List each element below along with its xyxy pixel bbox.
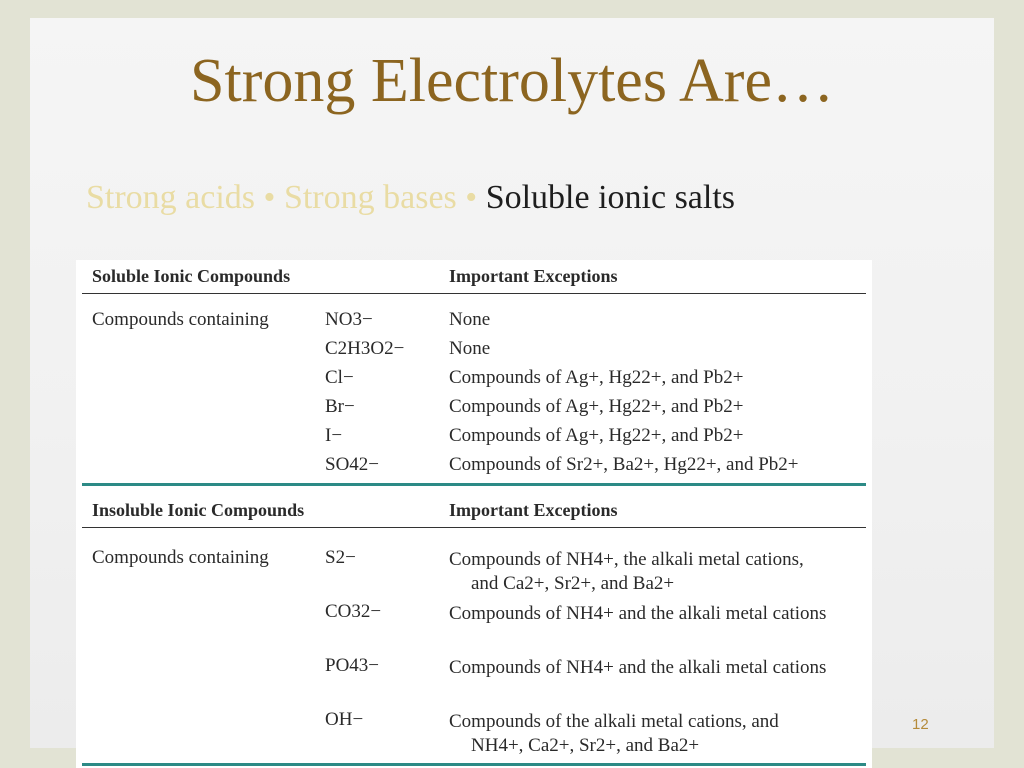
ion-cell: I−: [325, 425, 343, 446]
exception-cell: Compounds of Sr2+, Ba2+, Hg22+, and Pb2+: [449, 454, 799, 475]
exception-cell: Compounds of the alkali metal cations, and NH4+, Ca2+, Sr2+, and Ba2+: [449, 711, 779, 756]
exception-cell: Compounds of Ag+, Hg22+, and Pb2+: [449, 367, 744, 388]
slide-subtitle: [86, 181, 735, 215]
subtitle-item-soluble-ionic-salts: Soluble ionic salts: [485, 179, 736, 216]
exception-cell: Compounds of Ag+, Hg22+, and Pb2+: [449, 396, 744, 417]
ion-cell: SO42−: [325, 454, 380, 475]
section-divider: [82, 483, 866, 486]
ion-cell: C2H3O2−: [325, 338, 405, 359]
slide-border: [0, 0, 1024, 18]
soluble-row-label: Compounds containing: [92, 309, 269, 330]
exception-cell: None: [449, 309, 491, 330]
solubility-table: [76, 260, 872, 768]
ion-cell: Cl−: [325, 367, 354, 388]
soluble-header-right: Important Exceptions: [449, 266, 618, 286]
insoluble-row-label: Compounds containing: [92, 547, 269, 568]
insoluble-header-left: Insoluble Ionic Compounds: [92, 500, 305, 520]
subtitle-item-strong-acids: Strong acids: [86, 179, 256, 216]
exception-cell: Compounds of NH4+, the alkali metal cations, and Ca2+, Sr2+, and Ba2+: [449, 549, 804, 594]
table-bottom-rule: [82, 763, 866, 766]
ion-cell: S2−: [325, 547, 356, 568]
header-rule: [82, 527, 866, 528]
exception-cell: Compounds of NH4+ and the alkali metal cations: [449, 603, 827, 624]
ion-cell: NO3−: [325, 309, 373, 330]
ion-cell: Br−: [325, 396, 355, 417]
bullet: •: [263, 179, 276, 216]
header-rule: [82, 293, 866, 294]
ion-cell: CO32−: [325, 601, 382, 622]
exception-cell: Compounds of Ag+, Hg22+, and Pb2+: [449, 425, 744, 446]
page-number: 12: [912, 716, 929, 733]
bullet: •: [465, 179, 478, 216]
slide-title: Strong Electrolytes Are…: [190, 47, 834, 115]
ion-cell: OH−: [325, 709, 364, 730]
exception-cell: None: [449, 338, 491, 359]
insoluble-header-right: Important Exceptions: [449, 500, 618, 520]
soluble-header-left: Soluble Ionic Compounds: [92, 266, 291, 286]
subtitle-item-strong-bases: Strong bases: [283, 179, 457, 216]
exception-cell: Compounds of NH4+ and the alkali metal cations: [449, 657, 827, 678]
ion-cell: PO43−: [325, 655, 380, 676]
